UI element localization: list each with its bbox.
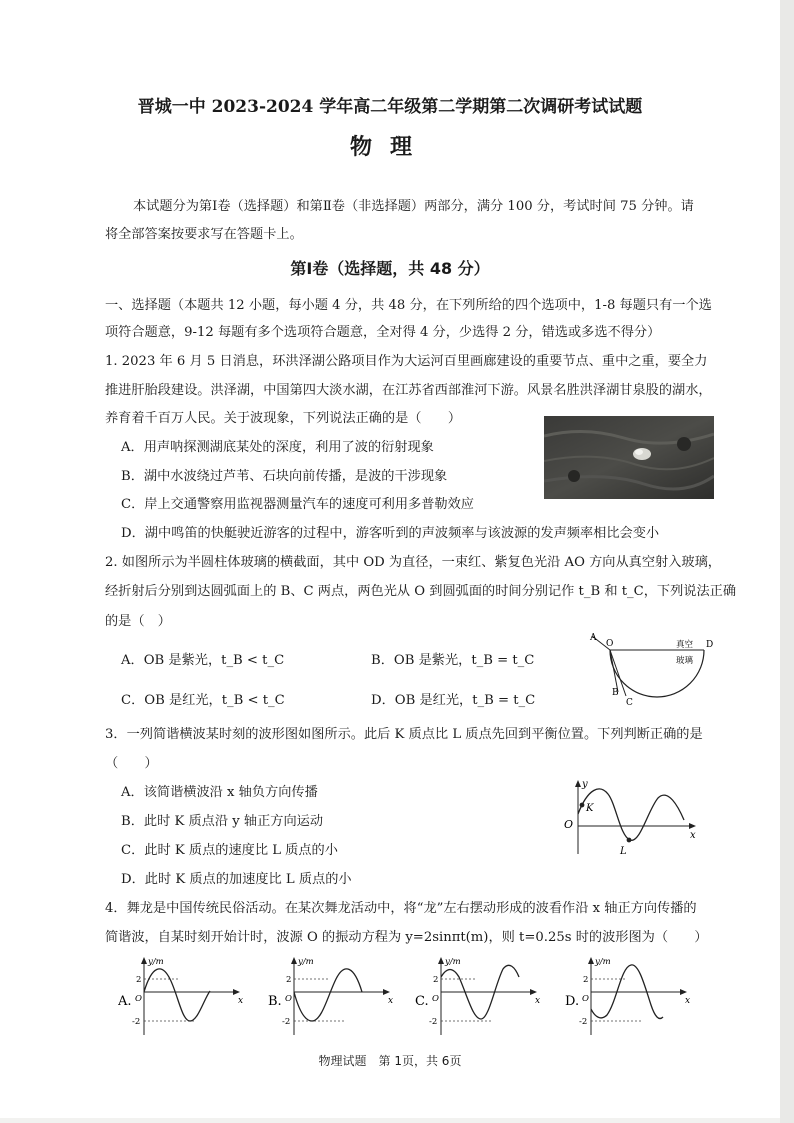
q4-tick-bottom: -2 bbox=[429, 1017, 438, 1027]
fig-label-glass: 玻璃 bbox=[676, 656, 694, 666]
q2-figure-semicircle bbox=[584, 632, 714, 710]
sine-curve bbox=[294, 969, 362, 1021]
q4-stem-1: 4．舞龙是中国传统民俗活动。在某次舞龙活动中，将“龙”左右摆动形成的波看作沿 x 轴正方向传播的 bbox=[105, 901, 697, 916]
q2-option-b: B．OB 是紫光，t_B = t_C bbox=[371, 653, 535, 668]
q4-x-label: x bbox=[388, 996, 394, 1006]
q1-stem-1: 1. 2023 年 6 月 5 日消息，环洪泽湖公路项目作为大运河百里画廊建设的重要节点、重中之重，要全力 bbox=[105, 354, 708, 369]
q3-label-o: O bbox=[564, 818, 574, 831]
instructions-line-1: 本试题分为第Ⅰ卷（选择题）和第Ⅱ卷（非选择题）两部分，满分 100 分，考试时间 75 分钟。请 bbox=[133, 199, 694, 214]
q4-tick-top: 2 bbox=[433, 975, 439, 985]
q1-option-c: C．岸上交通警察用监视器测量汽车的速度可利用多普勒效应 bbox=[121, 497, 474, 512]
q2-option-c: C．OB 是红光，t_B < t_C bbox=[121, 693, 285, 708]
q2-option-d: D．OB 是红光，t_B = t_C bbox=[371, 693, 536, 708]
q3-stem-1: 3．一列简谐横波某时刻的波形图如图所示。此后 K 质点比 L 质点先回到平衡位置。下列判断正确的是 bbox=[105, 727, 703, 742]
q3-label-l: L bbox=[620, 846, 627, 857]
q4-x-label: x bbox=[238, 996, 244, 1006]
section-title: 第Ⅰ卷（选择题，共 48 分） bbox=[290, 259, 490, 278]
q4-x-label: x bbox=[685, 996, 691, 1006]
q3-label-x: x bbox=[690, 830, 696, 841]
q4-y-label: y/m bbox=[298, 957, 314, 967]
q4-graph-label: B. bbox=[268, 994, 282, 1009]
q2-stem-3: 的是（ ） bbox=[105, 614, 171, 629]
fig-label-b: B bbox=[612, 688, 619, 698]
q4-origin: O bbox=[285, 994, 292, 1004]
q4-y-label: y/m bbox=[595, 957, 611, 967]
q3-option-c: C．此时 K 质点的速度比 L 质点的小 bbox=[121, 843, 338, 858]
section-desc-2: 项符合题意，9-12 每题有多个选项符合题意，全对得 4 分，少选得 2 分，错选或多选不得分） bbox=[105, 325, 661, 340]
q4-option-c bbox=[415, 955, 565, 1043]
q2-stem-1: 2. 如图所示为半圆柱体玻璃的横截面，其中 OD 为直径，一束红、紫复色光沿 AO 方向从真空射入玻璃， bbox=[105, 555, 721, 570]
section-desc-1: 一、选择题（本题共 12 小题，每小题 4 分，共 48 分，在下列所给的四个选项中，1-8 每题只有一个选 bbox=[105, 298, 712, 313]
q4-tick-bottom: -2 bbox=[282, 1017, 291, 1027]
q3-option-b: B．此时 K 质点沿 y 轴正方向运动 bbox=[121, 814, 324, 829]
page-edge bbox=[780, 0, 794, 1123]
q3-label-k: K bbox=[586, 803, 594, 814]
q1-stem-3: 养育着千百万人民。关于波现象，下列说法正确的是（ ） bbox=[105, 411, 462, 426]
q4-origin: O bbox=[135, 994, 142, 1004]
page-footer: 物理试题 第 1页，共 6页 bbox=[318, 1054, 462, 1068]
q3-option-d: D．此时 K 质点的加速度比 L 质点的小 bbox=[121, 872, 352, 887]
q4-y-label: y/m bbox=[148, 957, 164, 967]
q3-option-a: A．该简谐横波沿 x 轴负方向传播 bbox=[121, 785, 318, 800]
fig-label-a: A bbox=[590, 633, 597, 643]
q4-tick-top: 2 bbox=[286, 975, 292, 985]
q4-origin: O bbox=[432, 994, 439, 1004]
q3-stem-2: （ ） bbox=[105, 756, 158, 771]
q4-option-a bbox=[118, 955, 268, 1043]
q1-stem-2: 推进肝胎段建设。洪泽湖，中国第四大淡水湖，在江苏省西部淮河下游。风景名胜洪泽湖甘泉股的湖水， bbox=[105, 383, 712, 398]
q1-option-a: A．用声呐探测湖底某处的深度，利用了波的衍射现象 bbox=[121, 440, 434, 455]
q1-option-d: D．湖中鸣笛的快艇驶近游客的过程中，游客听到的声波频率与该波源的发声频率相比会变小 bbox=[121, 526, 660, 541]
q4-graph-label: D. bbox=[565, 994, 580, 1009]
q4-graph-label: A. bbox=[118, 994, 132, 1009]
q4-tick-top: 2 bbox=[136, 975, 142, 985]
q4-tick-bottom: -2 bbox=[579, 1017, 588, 1027]
q3-figure-waveform bbox=[560, 776, 700, 860]
exam-title: 晋城一中 2023-2024 学年高二年级第二学期第二次调研考试试题 bbox=[137, 97, 643, 117]
fig-label-c: C bbox=[626, 698, 633, 708]
q4-y-label: y/m bbox=[445, 957, 461, 967]
fig-label-vacuum: 真空 bbox=[676, 640, 694, 650]
fig-label-o: O bbox=[606, 639, 614, 649]
q4-origin: O bbox=[582, 994, 589, 1004]
q3-label-y: y bbox=[582, 779, 588, 790]
q2-stem-2: 经折射后分别到达圆弧面上的 B、C 两点，两色光从 O 到圆弧面的时间分别记作 t_B 和 t_C，下列说法正确 bbox=[105, 584, 737, 599]
instructions-line-2: 将全部答案按要求写在答题卡上。 bbox=[105, 227, 303, 242]
q4-stem-2: 简谐波，自某时刻开始计时，波源 O 的振动方程为 y=2sinπt(m)，则 t=0.25s 时的波形图为（ ） bbox=[105, 930, 708, 945]
q4-x-label: x bbox=[535, 996, 541, 1006]
fig-label-d: D bbox=[706, 640, 714, 650]
q4-graph-label: C. bbox=[415, 994, 429, 1009]
q4-option-b bbox=[268, 955, 418, 1043]
q1-option-b: B．湖中水波绕过芦苇、石块向前传播，是波的干涉现象 bbox=[121, 469, 448, 484]
q2-option-a: A．OB 是紫光，t_B < t_C bbox=[121, 653, 285, 668]
lake-photo bbox=[544, 416, 714, 499]
q4-tick-bottom: -2 bbox=[132, 1017, 141, 1027]
q4-option-d bbox=[565, 955, 715, 1043]
sine-curve bbox=[144, 969, 210, 1021]
subject-title: 物理 bbox=[349, 134, 430, 160]
q4-tick-top: 2 bbox=[583, 975, 589, 985]
